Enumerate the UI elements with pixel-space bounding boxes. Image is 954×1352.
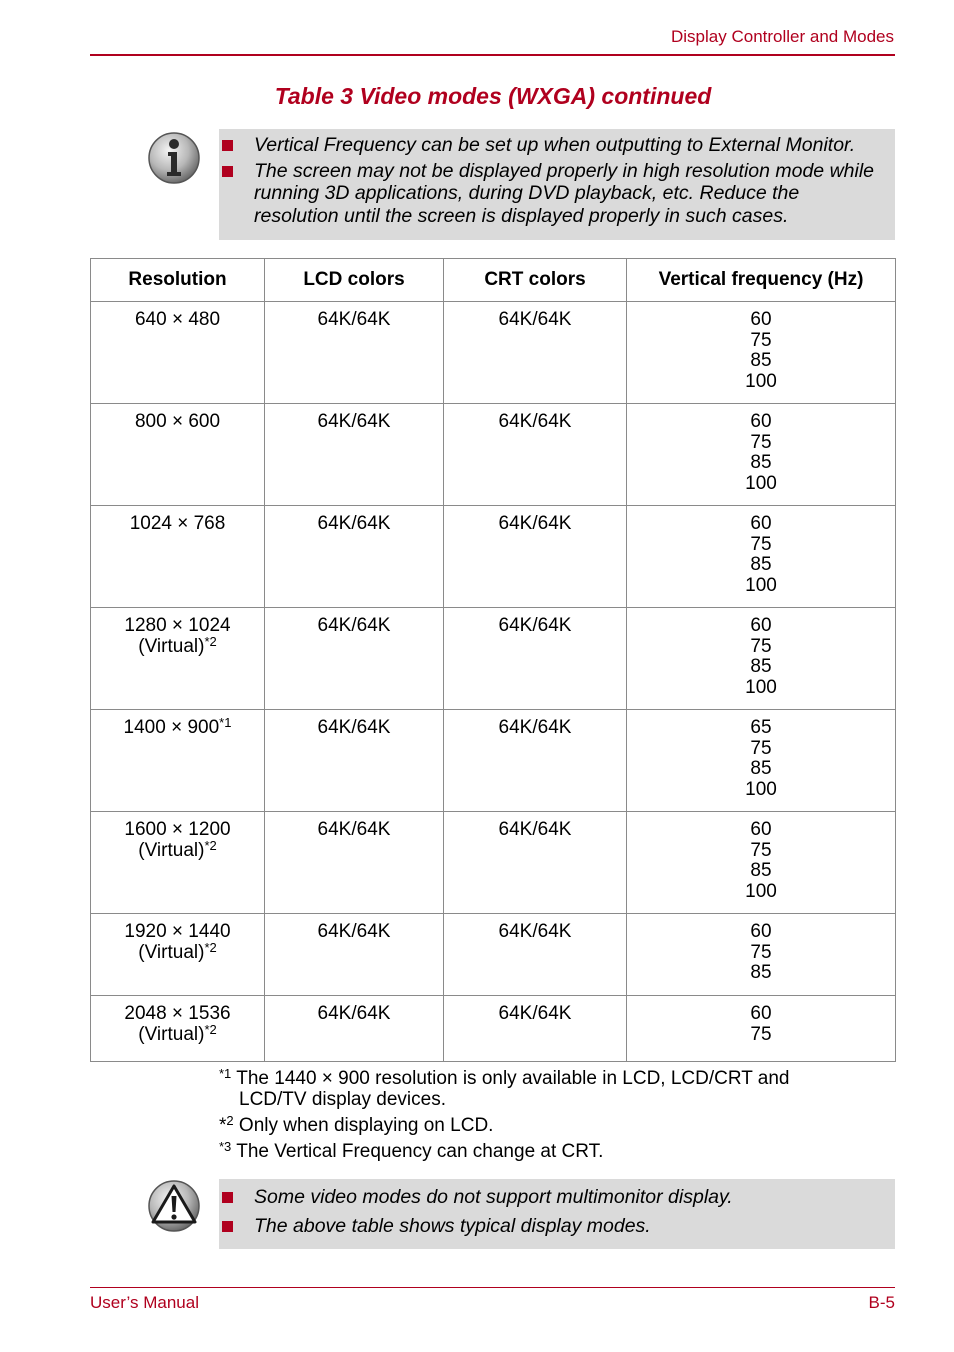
footnote: $^{*3}$ The Vertical Frequency can change at CRT. [219,1139,604,1162]
cell-crt-colors: 64K/64K [444,914,627,996]
cell-crt-colors: 64K/64K [444,302,627,404]
frequency-value: 60 [750,513,772,534]
frequency-value: 100 [745,880,777,902]
header-rule [90,54,895,56]
page-number: B-5 [868,1293,895,1312]
frequency-value: 85 [750,554,772,575]
footnote: *$^2$ Only when displaying on LCD. [219,1113,494,1136]
cell-lcd-colors: 64K/64K [265,608,444,710]
cell-lcd-colors: 64K/64K [265,506,444,608]
cell-lcd-colors: 64K/64K [265,404,444,506]
cell-vertical-frequency [627,812,896,914]
cell-crt-colors: 64K/64K [444,812,627,914]
cell-vertical-frequency [627,608,896,710]
cell-resolution: 1280 × 1024 (Virtual)$^{*2}$ [91,608,265,710]
frequency-value: 75 [750,941,772,963]
cell-crt-colors: 64K/64K [444,506,627,608]
table-row [91,404,896,506]
frequency-value: 100 [745,574,777,596]
frequency-value: 85 [750,452,772,473]
header-resolution: Resolution [91,259,265,302]
table-row [91,996,896,1062]
footer-manual-title: User’s Manual [90,1293,199,1312]
frequency-value: 100 [745,472,777,494]
bullet-square-icon [222,1192,233,1203]
cell-lcd-colors: 64K/64K [265,302,444,404]
note-item: Some video modes do not support multimonitor display. [219,1183,895,1212]
bullet-square-icon [222,166,233,177]
header-crt-colors: CRT colors [444,259,627,302]
cell-vertical-frequency [627,302,896,404]
table-row [91,302,896,404]
bullet-square-icon [222,140,233,151]
footer-rule [90,1287,895,1288]
frequency-value: 85 [750,758,772,779]
frequency-value: 60 [750,615,772,636]
caution-icon [146,1178,202,1234]
cell-resolution: 640 × 480 [91,302,265,404]
cell-crt-colors: 64K/64K [444,404,627,506]
cell-vertical-frequency [627,996,896,1062]
frequency-value: 85 [750,350,772,371]
frequency-value: 60 [750,921,772,942]
cell-resolution: 800 × 600 [91,404,265,506]
table-title: Table 3 Video modes (WXGA) continued [274,83,712,109]
note-item: The screen may not be displayed properly in high resolution mode while running 3D applications, during DVD playback, etc. Reduce the resolution until the screen is displayed properly in such cases. [219,160,895,228]
frequency-value: 85 [750,962,772,983]
table-row [91,812,896,914]
table-row [91,506,896,608]
cell-lcd-colors: 64K/64K [265,710,444,812]
caution-note [219,1179,895,1249]
note-item: The above table shows typical display modes. [219,1212,895,1241]
frequency-value: 75 [750,431,772,453]
note-item: Vertical Frequency can be set up when outputting to External Monitor. [219,134,895,157]
cell-vertical-frequency [627,404,896,506]
cell-lcd-colors: 64K/64K [265,996,444,1062]
info-note [219,129,895,240]
table-header-row [91,259,896,302]
header-vertical-frequency: Vertical frequency (Hz) [627,259,896,302]
cell-resolution: 1920 × 1440 (Virtual)$^{*2}$ [91,914,265,996]
footnotes [219,1068,790,1167]
frequency-value: 75 [750,329,772,351]
cell-vertical-frequency [627,506,896,608]
video-modes-table [90,258,896,1062]
cell-resolution: 1600 × 1200 (Virtual)$^{*2}$ [91,812,265,914]
cell-crt-colors: 64K/64K [444,608,627,710]
table-row [91,914,896,996]
frequency-value: 60 [750,309,772,330]
frequency-value: 75 [750,839,772,861]
frequency-value: 75 [750,1023,772,1045]
cell-crt-colors: 64K/64K [444,996,627,1062]
frequency-value: 60 [750,411,772,432]
cell-vertical-frequency [627,914,896,996]
cell-vertical-frequency [627,710,896,812]
frequency-value: 100 [745,370,777,392]
frequency-value: 60 [750,819,772,840]
cell-resolution: 2048 × 1536 (Virtual)$^{*2}$ [91,996,265,1062]
cell-crt-colors: 64K/64K [444,710,627,812]
cell-resolution: $1400 \times 900^{*1}$ [91,710,265,812]
table-row [91,710,896,812]
header-lcd-colors: LCD colors [265,259,444,302]
frequency-value: 75 [750,533,772,555]
frequency-value: 85 [750,656,772,677]
info-icon [146,130,202,186]
cell-resolution: 1024 × 768 [91,506,265,608]
frequency-value: 75 [750,737,772,759]
frequency-value: 100 [745,676,777,698]
cell-lcd-colors: 64K/64K [265,914,444,996]
frequency-value: 60 [750,1003,772,1024]
frequency-value: 85 [750,860,772,881]
bullet-square-icon [222,1221,233,1232]
table-row [91,608,896,710]
running-header: Display Controller and Modes [671,27,894,46]
footnote: $^{*1}$ The 1440 × 900 resolution is only available in LCD, LCD/CRT and LCD/TV display devices. [219,1066,790,1110]
cell-lcd-colors: 64K/64K [265,812,444,914]
frequency-value: 65 [750,717,772,738]
frequency-value: 75 [750,635,772,657]
frequency-value: 100 [745,778,777,800]
